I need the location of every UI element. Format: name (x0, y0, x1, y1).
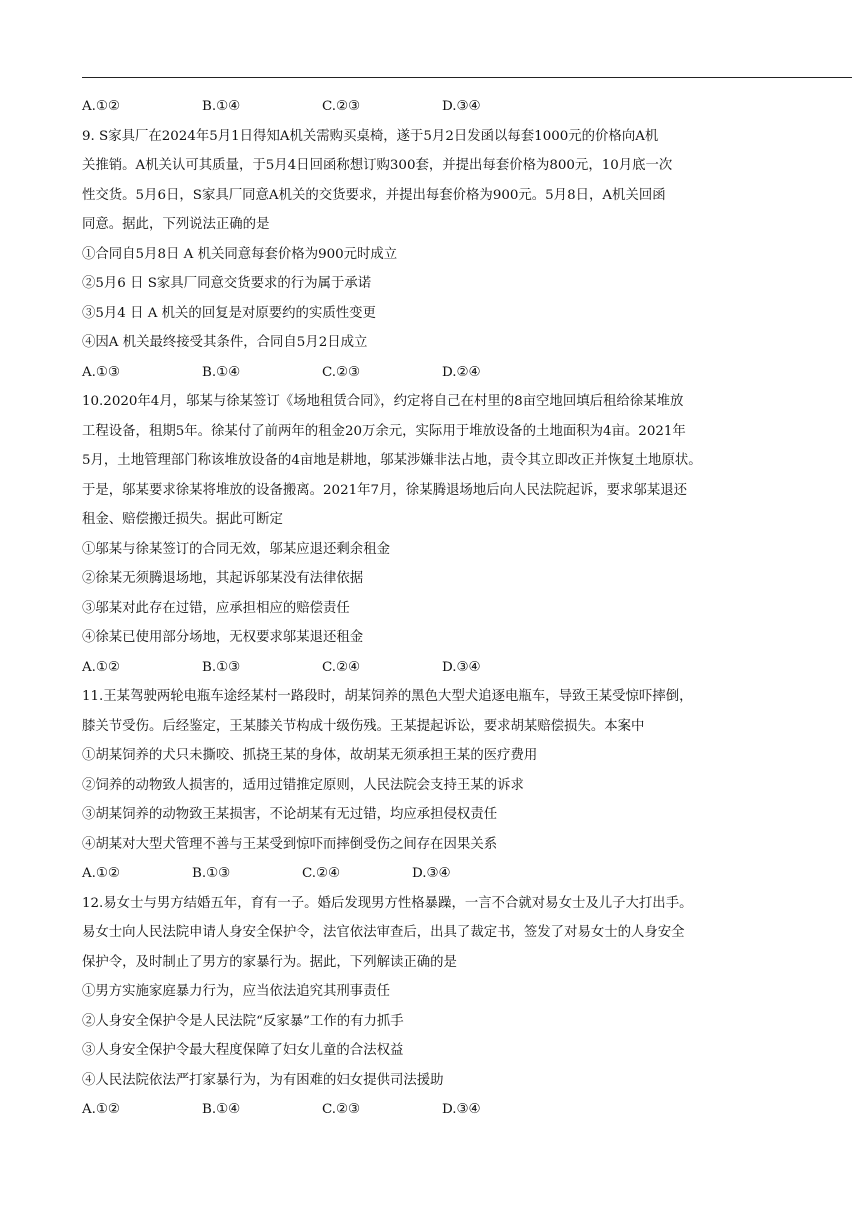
answer-options (82, 358, 782, 388)
statement: ④人民法院依法严打家暴行为，为有困难的妇女提供司法援助 (82, 1072, 444, 1088)
question-stem-line: 性交货。5月6日，S家具厂同意A机关的交货要求，并提出每套价格为900元。5月8日，A机关回函 (82, 187, 666, 203)
statement: ①胡某饲养的犬只未撕咬、抓挠王某的身体，故胡某无须承担王某的医疗费用 (82, 748, 538, 763)
question-stem-line: 于是，邬某要求徐某将堆放的设备搬离。2021年7月，徐某腾退场地后向人民法院起诉，要求邬某退还 (82, 482, 688, 498)
statement: ③邬某对此存在过错，应承担相应的赔偿责任 (82, 600, 350, 616)
statement: ②徐某无须腾退场地，其起诉邬某没有法律依据 (82, 571, 364, 586)
option-a: A.①② (82, 1102, 120, 1117)
question-stem-line: 同意。据此，下列说法正确的是 (82, 217, 270, 232)
answer-options (82, 1095, 782, 1125)
option-a: A.①② (82, 866, 120, 881)
question-stem-line: 10.2020年4月，邬某与徐某签订《场地租赁合同》，约定将自己在村里的8亩空地回填后租给徐某堆放 (82, 394, 684, 409)
option-d: D.③④ (442, 1102, 481, 1117)
statement: ①男方实施家庭暴力行为，应当依法追究其刑事责任 (82, 984, 390, 999)
question-stem-line: 膝关节受伤。后经鉴定，王某膝关节构成十级伤残。王某提起诉讼，要求胡某赔偿损失。本案中 (82, 718, 645, 734)
answer-options (82, 859, 782, 889)
exam-page (82, 92, 782, 1125)
question-stem-line: 11.王某驾驶两轮电瓶车途经某村一路段时，胡某饲养的黑色大型犬追逐电瓶车，导致王某受惊吓摔倒， (82, 689, 693, 704)
statement: ②饲养的动物致人损害的，适用过错推定原则，人民法院会支持王某的诉求 (82, 777, 524, 793)
question-stem-line: 关推销。A机关认可其质量，于5月4日回函称想订购300套，并提出每套价格为800元，10月底一次 (82, 158, 673, 173)
question-stem-line: 5月，土地管理部门称该堆放设备的4亩地是耕地，邬某涉嫌非法占地，责令其立即改正并恢复土地原状。 (82, 453, 702, 468)
option-c: C.②③ (322, 364, 361, 380)
option-a: A.①③ (82, 364, 120, 380)
question-stem-line: 保护令，及时制止了男方的家暴行为。据此，下列解读正确的是 (82, 954, 457, 970)
option-d: D.③④ (442, 99, 481, 114)
question-stem-line: 易女士向人民法院申请人身安全保护令，法官依法审查后，出具了裁定书，签发了对易女士的人身安全 (82, 925, 685, 940)
answer-options (82, 653, 782, 683)
option-d: D.②④ (442, 364, 481, 380)
statement: ①合同自5月8日 A 机关同意每套价格为900元时成立 (82, 246, 398, 262)
statement: ④胡某对大型犬管理不善与王某受到惊吓而摔倒受伤之间存在因果关系 (82, 836, 498, 852)
question-12 (82, 889, 782, 1125)
question-stem-line: 9. S家具厂在2024年5月1日得知A机关需购买桌椅，遂于5月2日发函以每套1000元的价格向A机 (82, 128, 659, 144)
option-b: B.①④ (202, 99, 241, 114)
statement: ②5月6 日 S家具厂同意交货要求的行为属于承诺 (82, 276, 372, 291)
question-10 (82, 387, 782, 682)
statement: ③5月4 日 A 机关的回复是对原要约的实质性变更 (82, 305, 376, 321)
statement: ④因A 机关最终接受其条件，合同自5月2日成立 (82, 335, 368, 350)
option-c: C.②④ (302, 866, 341, 881)
option-b: B.①③ (192, 866, 231, 881)
option-a: A.①② (82, 99, 120, 114)
statement: ③人身安全保护令最大程度保障了妇女儿童的合法权益 (82, 1043, 404, 1058)
question-9 (82, 122, 782, 388)
statement: ④徐某已使用部分场地，无权要求邬某退还租金 (82, 630, 364, 645)
option-c: C.②③ (322, 1102, 361, 1117)
answer-options (82, 92, 782, 122)
question-stem-line: 工程设备，租期5年。徐某付了前两年的租金20万余元，实际用于堆放设备的土地面积为4亩。2021年 (82, 423, 686, 439)
question-11 (82, 682, 782, 889)
option-b: B.①④ (202, 1102, 241, 1117)
option-b: B.①③ (202, 659, 241, 675)
header-rule (82, 77, 852, 78)
option-a: A.①② (82, 659, 120, 675)
question-stem-line: 租金、赔偿搬迁损失。据此可断定 (82, 512, 283, 527)
statement: ②人身安全保护令是人民法院“反家暴”工作的有力抓手 (82, 1013, 404, 1029)
question-stem-line: 12.易女士与男方结婚五年，育有一子。婚后发现男方性格暴躁，一言不合就对易女士及儿子大打出手。 (82, 895, 693, 911)
statement: ③胡某饲养的动物致王某损害，不论胡某有无过错，均应承担侵权责任 (82, 807, 498, 822)
option-d: D.③④ (442, 659, 481, 675)
option-b: B.①④ (202, 364, 241, 380)
statement: ①邬某与徐某签订的合同无效，邬某应退还剩余租金 (82, 541, 390, 557)
option-c: C.②③ (322, 99, 361, 114)
option-c: C.②④ (322, 659, 361, 675)
option-d: D.③④ (412, 866, 451, 881)
